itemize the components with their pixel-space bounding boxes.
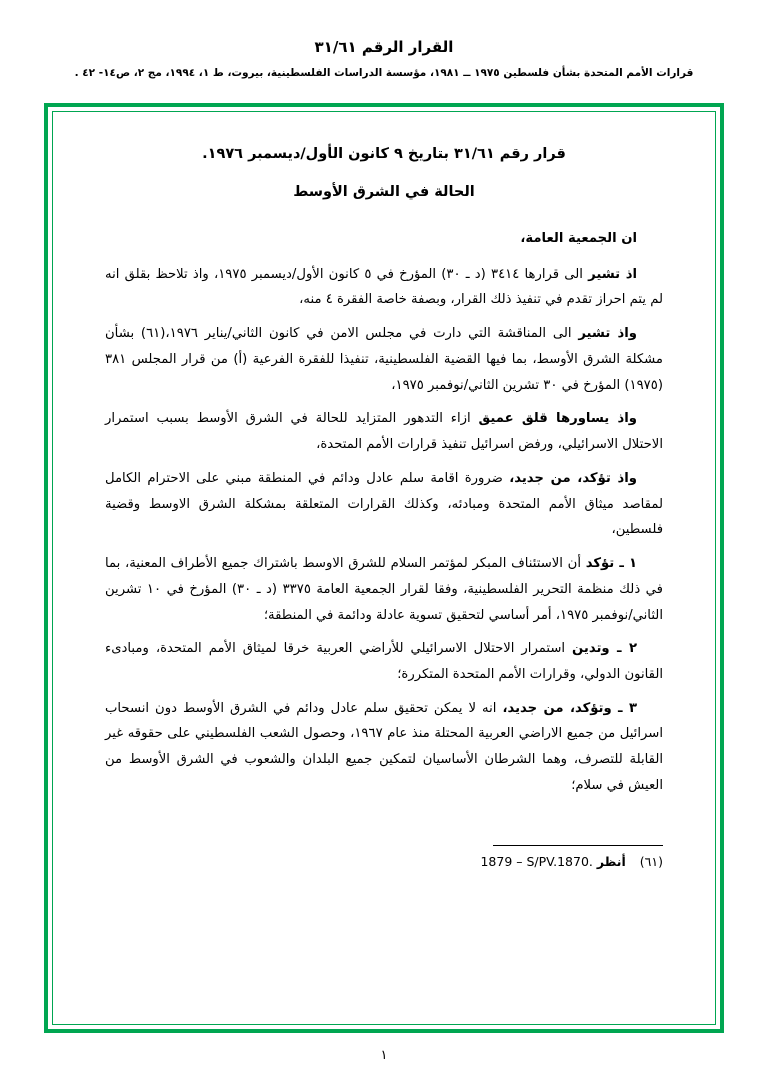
paragraph-text: ضرورة اقامة سلم عادل ودائم في المنطقة مبني على الاحترام الكامل لمقاصد ميثاق الأمم المتحدة ومبادئه، وكذلك القرارات المتعلقة بمشكلة الشرق الاوسط وقضية فلسطين، xyxy=(105,470,663,538)
paragraph xyxy=(105,262,663,313)
green-border-frame xyxy=(44,103,724,1033)
footnote-label: أنظر xyxy=(596,853,626,869)
resolution-subject: الحالة في الشرق الأوسط xyxy=(293,184,475,200)
numbered-paragraph xyxy=(105,636,663,687)
paragraph-lead: ٢ ـ وتدين xyxy=(572,641,637,657)
source-citation: قرارات الأمم المتحدة بشأن فلسطين ١٩٧٥ ــ ١٩٨١، مؤسسة الدراسات الفلسطينية، بيروت، ط ١، ١٩٩٤، مج ٢، ص١٤- ٤٢ . xyxy=(74,67,694,79)
document-body xyxy=(52,111,716,1025)
page-header xyxy=(0,0,768,81)
numbered-paragraph xyxy=(105,696,663,799)
paragraph xyxy=(105,466,663,543)
paragraph-text: ازاء التدهور المتزايد للحالة في الشرق الأوسط بسبب استمرار الاحتلال الاسرائيلي، ورفض اسرائيل تنفيذ قرارات الأمم المتحدة، xyxy=(105,411,663,453)
paragraph-text: انه لا يمكن تحقيق سلم عادل ودائم في الشرق الأوسط دون انسحاب اسرائيل من جميع الاراضي العربية المحتلة منذ عام ١٩٦٧، وحصول الشعب الفلسطيني على حقوقه غير القابلة للتصرف، وهما الشرطان الأساسيان لتمكين جميع البلدان والشعوب في الشرق الأوسط من العيش في سلام؛ xyxy=(105,700,663,793)
page-number: ١ xyxy=(380,1048,388,1063)
paragraph xyxy=(105,406,663,457)
paragraph-text: استمرار الاحتلال الاسرائيلي للأراضي العربية خرقا لميثاق الأمم المتحدة، ومبادىء القانون الدولي، وقرارات الأمم المتحدة المتكررة؛ xyxy=(105,641,663,683)
resolution-line: قرار رقم ٣١/٦١ بتاريخ ٩ كانون الأول/ديسمبر ١٩٧٦. xyxy=(202,146,566,162)
footnote-number: (٦١) xyxy=(639,853,663,869)
paragraph-text: الى المناقشة التي دارت في مجلس الامن في كانون الثاني/يناير ١٩٧٦،(٦١) بشأن مشكلة الشرق الأوسط، بما فيها القضية الفلسطينية، تنفيذا للفقرة الفرعية (أ) من قرار المجلس ٣٨١ (١٩٧٥) المؤرخ في ٣٠ تشرين الثاني/نوفمبر ١٩٧٥، xyxy=(105,326,663,393)
page-title: القرار الرقم ٣١/٦١ xyxy=(314,38,454,56)
numbered-paragraph xyxy=(105,551,663,628)
paragraph-lead: ٣ ـ وتؤكد، من جديد، xyxy=(502,700,637,716)
paragraph-text: الى قرارها ٣٤١٤ (د ـ ٣٠) المؤرخ في ٥ كانون الأول/ديسمبر ١٩٧٥، واذ تلاحظ بقلق انه لم يتم احراز تقدم في تنفيذ ذلك القرار، وبصفة خاصة الفقرة ٤ منه، xyxy=(105,266,663,308)
paragraph-lead: واذ يساورها قلق عميق xyxy=(478,411,637,427)
footnote-reference: 1879 – S/PV.1870. xyxy=(480,853,593,869)
paragraph-lead: واذ تشير xyxy=(578,326,637,342)
paragraph-lead: اذ تشير xyxy=(588,266,637,282)
footnote-divider xyxy=(493,845,663,846)
paragraph xyxy=(105,321,663,398)
paragraph-lead: واذ تؤكد، من جديد، xyxy=(509,470,637,486)
paragraph-text: أن الاستئناف المبكر لمؤتمر السلام للشرق الاوسط باشتراك جميع الأطراف المعنية، بما في ذلك منظمة التحرير الفلسطينية، وفقا لقرار الجمعية العامة ٣٣٧٥ (د ـ ٣٠) المؤرخ في ١٠ تشرين الثاني/نوفمبر ١٩٧٥، أمر أساسي لتحقيق تسوية عادلة ودائمة في المنطقة؛ xyxy=(105,556,663,623)
footnote xyxy=(105,854,663,869)
assembly-line: ان الجمعية العامة، xyxy=(520,231,637,246)
paragraph-lead: ١ ـ تؤكد xyxy=(585,556,637,572)
body-text xyxy=(105,226,663,799)
